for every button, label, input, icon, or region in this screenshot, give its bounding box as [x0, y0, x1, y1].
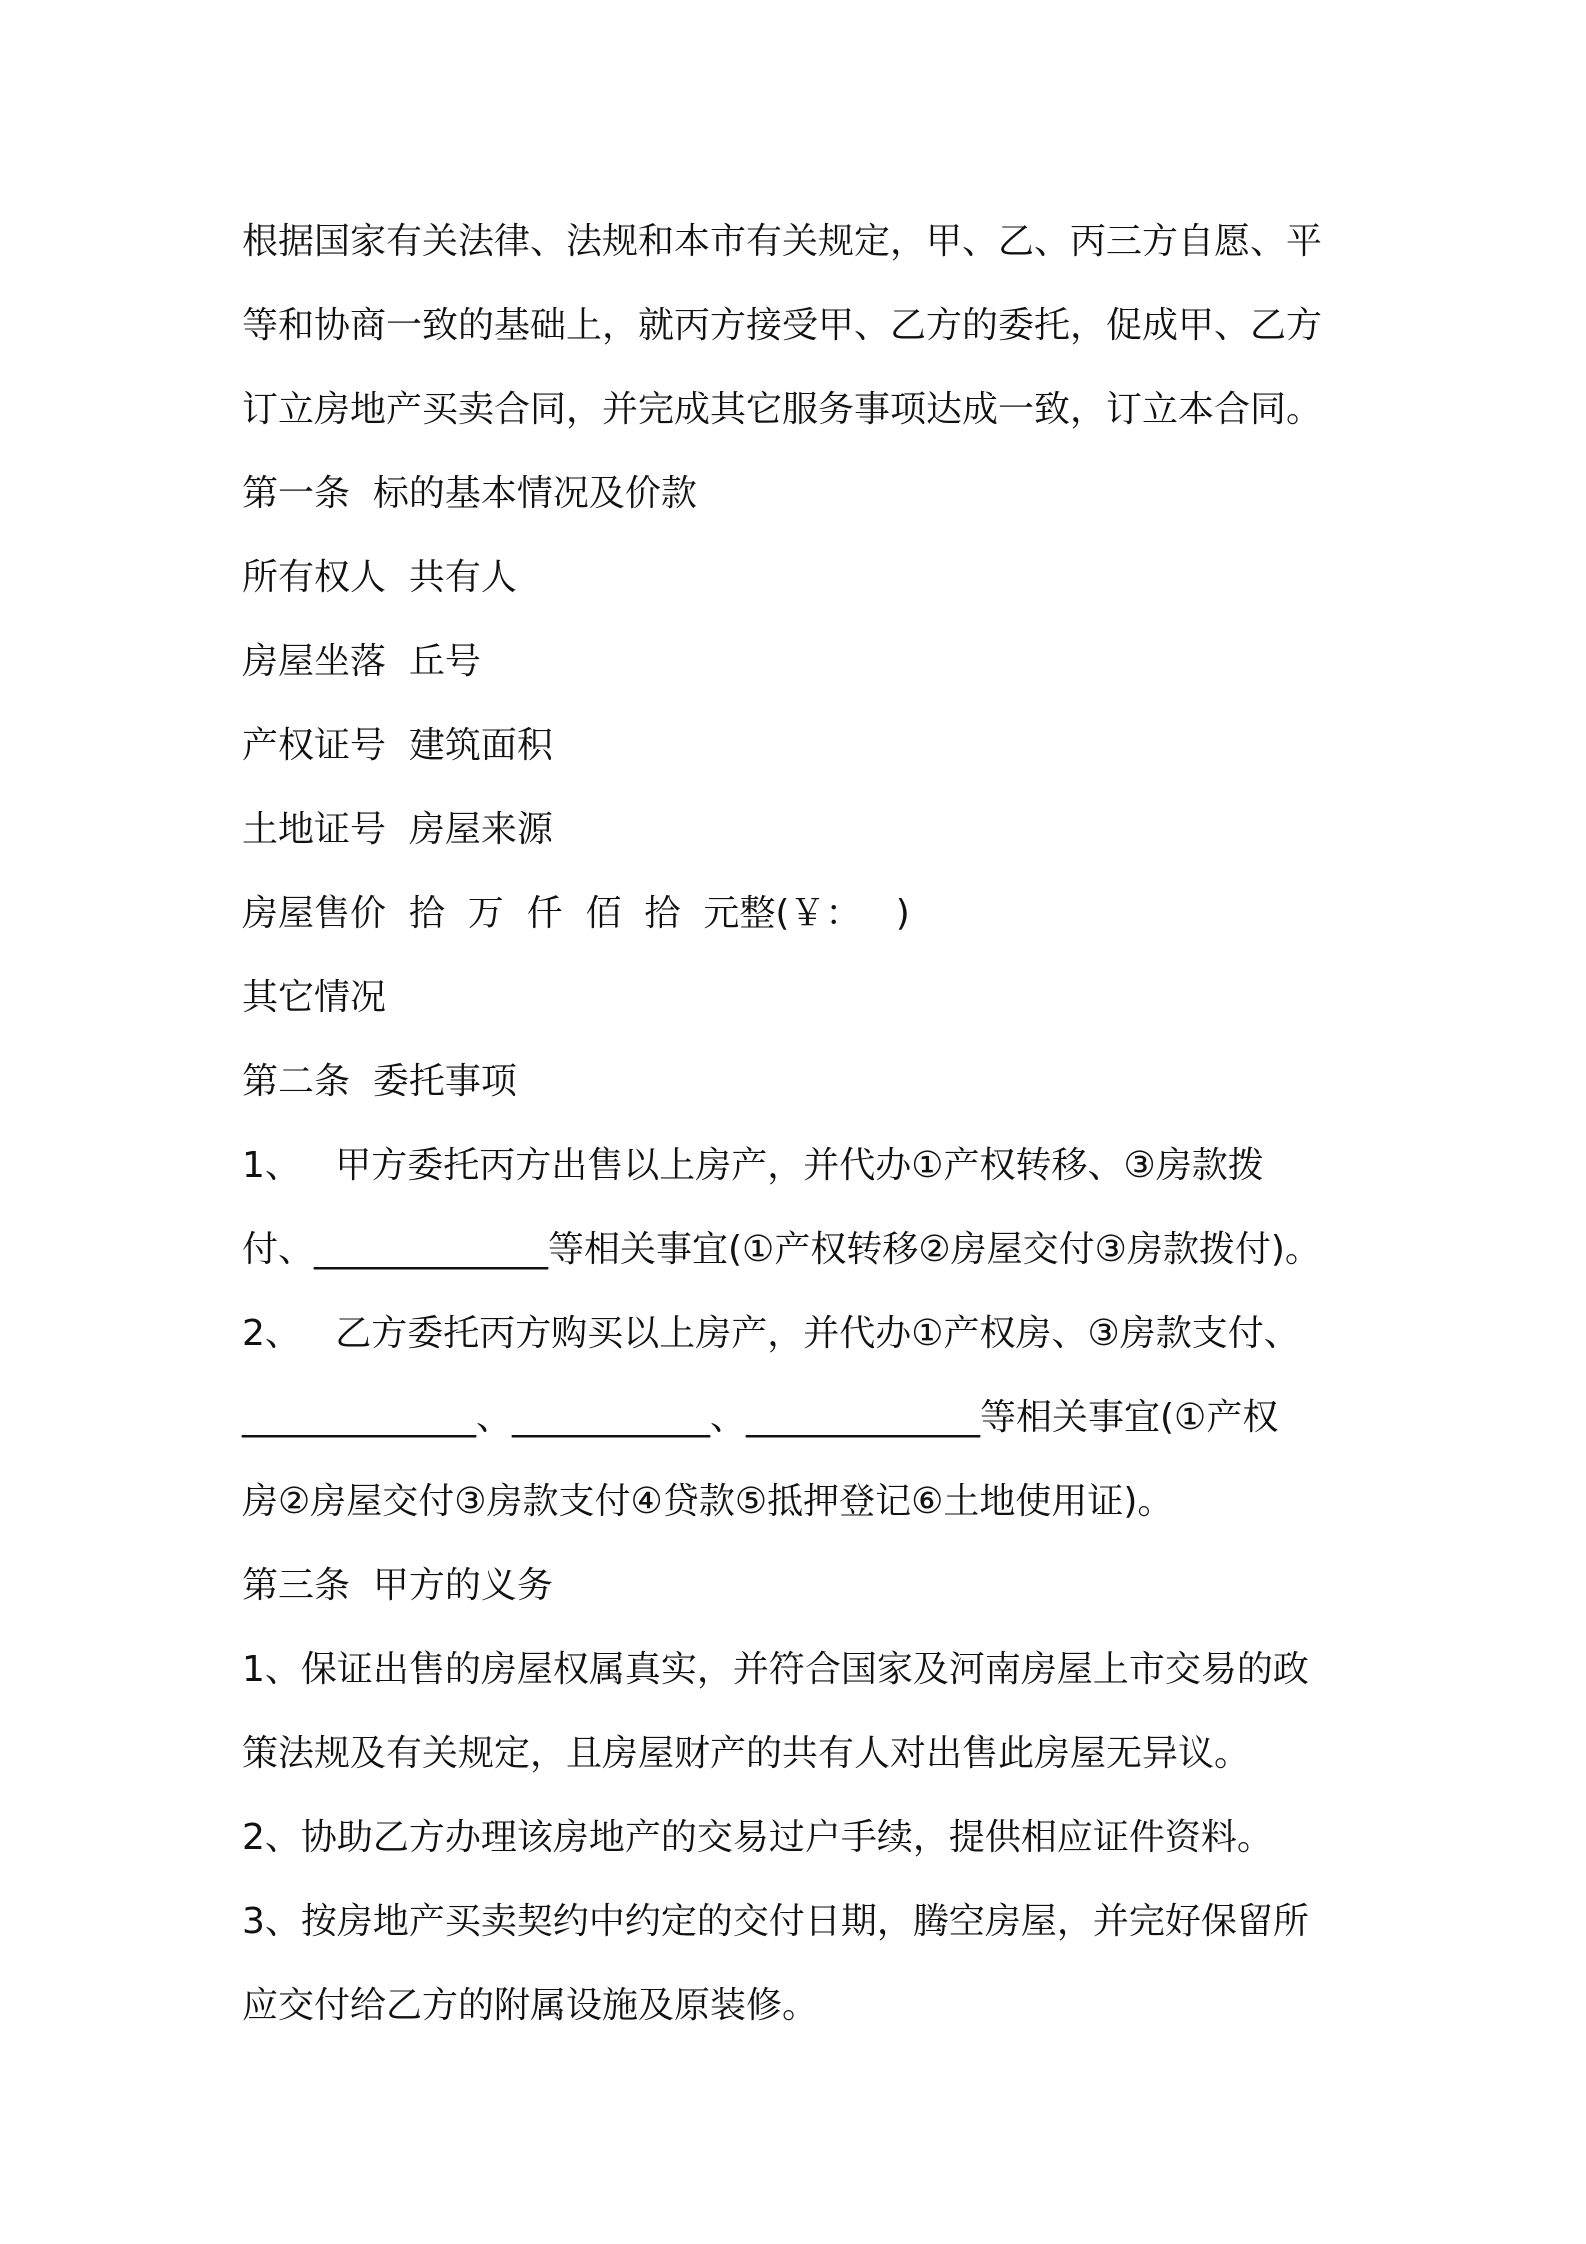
- contract-body: [242, 200, 1372, 2048]
- text-line: 等和协商一致的基础上，就丙方接受甲、乙方的委托，促成甲、乙方: [242, 305, 1323, 346]
- text-line: 订立房地产买卖合同，并完成其它服务事项达成一致，订立本合同。: [242, 389, 1323, 430]
- text-line: 根据国家有关法律、法规和本市有关规定，甲、乙、丙三方自愿、平: [242, 221, 1323, 262]
- text-line: 付、_____________等相关事宜(①产权转移②房屋交付③房款拨付)。: [242, 1229, 1321, 1270]
- text-line: 房②房屋交付③房款支付④贷款⑤抵押登记⑥土地使用证)。: [242, 1481, 1174, 1522]
- article-3-heading: 第三条 甲方的义务: [242, 1565, 553, 1606]
- field-location: 房屋坐落 丘号: [242, 641, 481, 682]
- text-line: 1、 甲方委托丙方出售以上房产，并代办①产权转移、③房款拨: [242, 1145, 1264, 1186]
- field-other: 其它情况: [242, 977, 387, 1018]
- article-1-heading: 第一条 标的基本情况及价款: [242, 473, 697, 514]
- field-owner: 所有权人 共有人: [242, 557, 517, 598]
- text-line: 策法规及有关规定，且房屋财产的共有人对出售此房屋无异议。: [242, 1733, 1251, 1774]
- text-line: 应交付给乙方的附属设施及原装修。: [242, 1985, 819, 2026]
- text-line: 2、 乙方委托丙方购买以上房产，并代办①产权房、③房款支付、: [242, 1313, 1300, 1354]
- text-line: 2、协助乙方办理该房地产的交易过户手续，提供相应证件资料。: [242, 1817, 1273, 1858]
- text-line: 3、按房地产买卖契约中约定的交付日期，腾空房屋，并完好保留所: [242, 1901, 1309, 1942]
- field-price: 房屋售价 拾 万 仟 佰 拾 元整(￥： ): [242, 893, 910, 934]
- field-certificate: 产权证号 建筑面积: [242, 725, 553, 766]
- text-line: 1、保证出售的房屋权属真实，并符合国家及河南房屋上市交易的政: [242, 1649, 1309, 1690]
- field-land-certificate: 土地证号 房屋来源: [242, 809, 553, 850]
- article-2-heading: 第二条 委托事项: [242, 1061, 517, 1102]
- text-line: _____________、___________、_____________等相关事宜(①产权: [242, 1397, 1279, 1438]
